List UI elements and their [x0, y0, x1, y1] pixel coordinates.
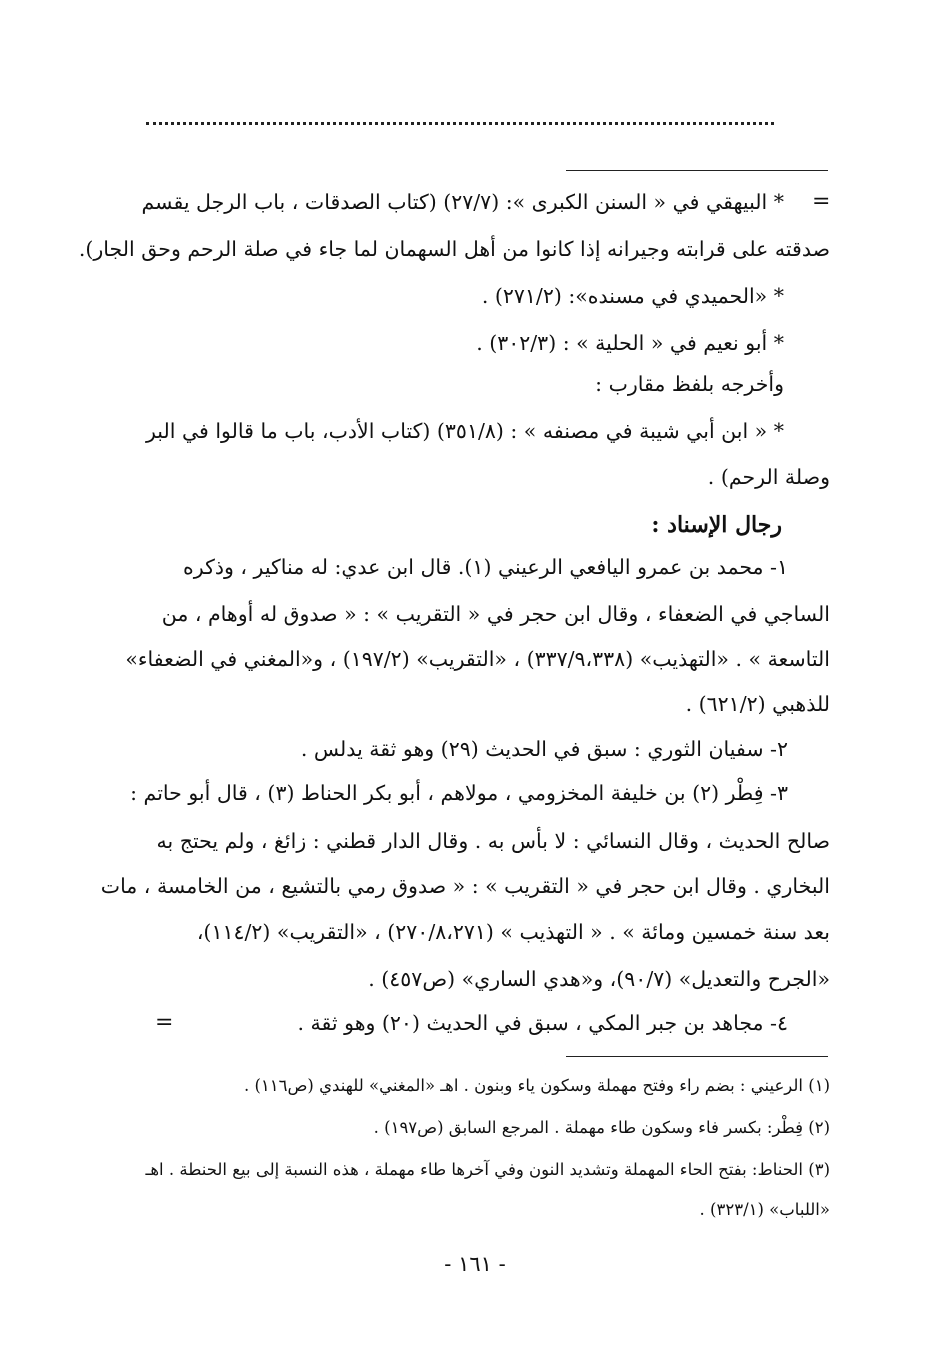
body-line-13: ٢- سفيان الثوري : سبق في الحديث (٢٩) وهو ثقة يدلس . — [300, 737, 788, 761]
footnote-1: (١) الرعيني : بضم راء وفتح مهملة وسكون ياء وبنون . اهـ «المغني» للهندي (ص١١٦) . — [243, 1076, 830, 1095]
body-line-7: وصلة الرحم) . — [707, 465, 830, 489]
footnote-separator — [566, 1056, 828, 1057]
body-line-3: * «الحميدي في مسنده»: (٢٧١/٢) . — [481, 284, 784, 308]
body-line-14: ٣- فِطْر (٢) بن خليفة المخزومي ، مولاهم ، أبو بكر الحناط (٣) ، قال أبو حاتم : — [130, 781, 788, 805]
footnote-2: (٢) فِطْر: بكسر فاء وسكون طاء مهملة . المرجع السابق (ص١٩٧) . — [373, 1118, 830, 1137]
body-line-11: التاسعة » . «التهذيب» (٣٣٧/٩،٣٣٨) ، «التقريب» (١٩٧/٢) ، و«المغني في الضعفاء» — [125, 647, 830, 671]
body-line-4: * أبو نعيم في « الحلية » : (٣٠٢/٣) . — [476, 331, 784, 355]
continuation-separator — [566, 170, 828, 171]
body-line-1: * البيهقي في « السنن الكبرى »: (٢٧/٧) (كتاب الصدقات ، باب الرجل يقسم — [141, 190, 784, 214]
body-line-10: الساجي في الضعفاء ، وقال ابن حجر في « التقريب » : « صدوق له أوهام ، من — [161, 602, 830, 626]
body-line-17: بعد سنة خمسين ومائة » . « التهذيب » (٢٧٠/٨،٢٧١) ، «التقريب» (١١٤/٢)، — [196, 920, 830, 944]
body-line-19: ٤- مجاهد بن جبر المكي ، سبق في الحديث (٢٠) وهو ثقة . — [297, 1011, 788, 1035]
body-line-9: ١- محمد بن عمرو اليافعي الرعيني (١). قال ابن عدي: له مناكير ، وذكره — [183, 555, 788, 579]
body-line-18: «الجرح والتعديل» (٩٠/٧)، و«هدي الساري» (ص٤٥٧) . — [368, 967, 830, 991]
header-dotted-rule — [146, 112, 774, 125]
body-line-2: صدقته على قرابته وجيرانه إذا كانوا من أهل السهمان لما جاء في صلة الرحم وحق الجار). — [78, 237, 830, 261]
page-number: - ١٦١ - — [444, 1252, 506, 1276]
body-line-5: وأخرجه بلفظ مقارب : — [595, 372, 784, 396]
body-line-16: البخاري . وقال ابن حجر في « التقريب » : « صدوق رمي بالتشيع ، من الخامسة ، مات — [100, 874, 830, 898]
body-line-6: * « ابن أبي شيبة في مصنفه » : (٣٥١/٨) (كتاب الأدب، باب ما قالوا في البر — [146, 419, 784, 443]
continuation-mark-start: = — [812, 189, 831, 214]
continuation-mark-end: = — [155, 1010, 174, 1035]
body-line-15: صالح الحديث ، وقال النسائي : لا بأس به . وقال الدار قطني : زائغ ، ولم يحتج به — [156, 829, 830, 853]
body-line-12: للذهبي (٦٢١/٢) . — [685, 692, 830, 716]
footnote-3: (٣) الحناط: بفتح الحاء المهملة وتشديد النون وفي آخرها طاء مهملة ، هذه النسبة إلى بيع الحنطة . اهـ — [145, 1160, 830, 1179]
section-heading: رجال الإسناد : — [651, 512, 782, 538]
footnote-3-continuation: «اللباب» (٣٢٣/١) . — [699, 1200, 830, 1219]
